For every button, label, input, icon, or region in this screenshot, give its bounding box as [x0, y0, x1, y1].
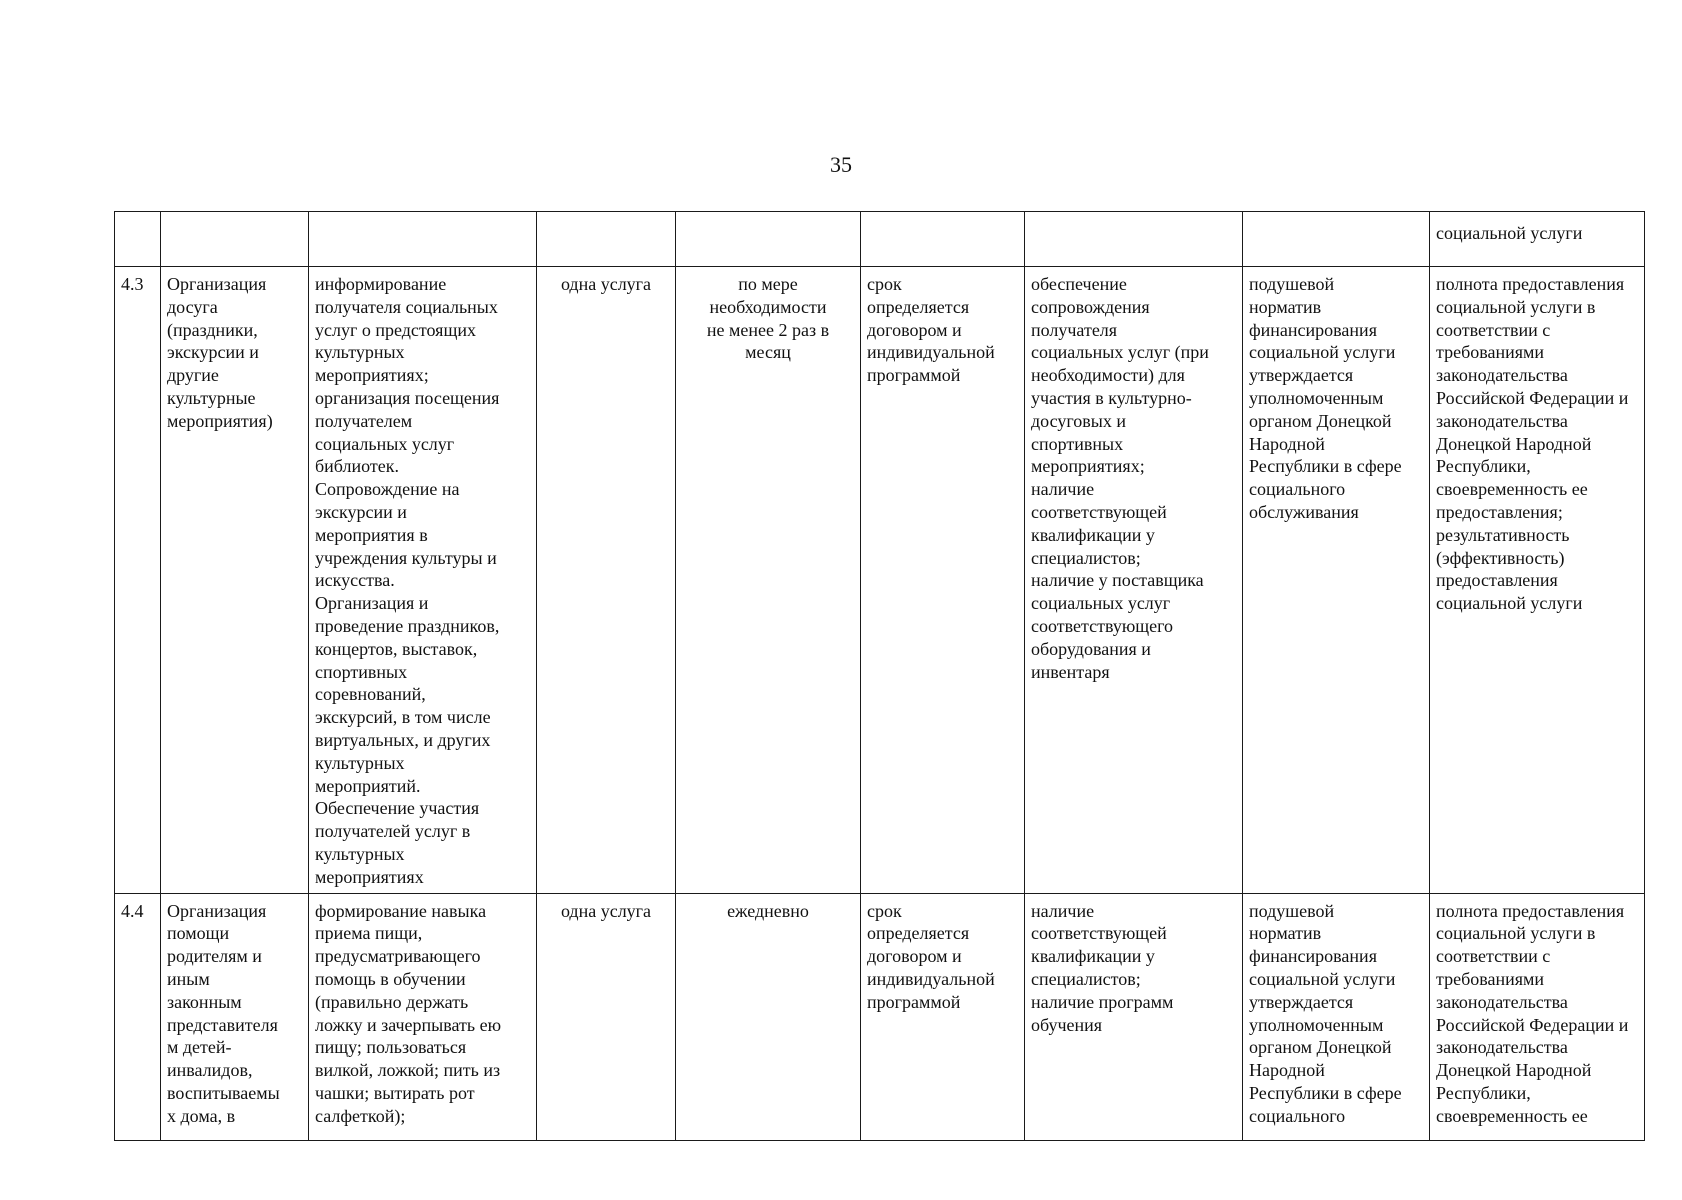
cell-description: формирование навыка приема пищи, предусматривающего помощь в обучении (правильно держать ложку и зачерпывать ею пищу; пользоваться вилкой, ложкой; пить из чашки; вытирать рот салфеткой); [309, 893, 537, 1140]
cell-volume: одна услуга [537, 267, 676, 894]
cell-volume: одна услуга [537, 893, 676, 1140]
cell-norm [1243, 212, 1430, 267]
cell-quality: полнота предоставления социальной услуги в соответствии с требованиями законодательства Российской Федерации и законодательства Донецкой Народной Республики, своевременность ее [1430, 893, 1645, 1140]
cell-volume [537, 212, 676, 267]
cell-term: срок определяется договором и индивидуальной программой [861, 893, 1025, 1140]
cell-term: срок определяется договором и индивидуальной программой [861, 267, 1025, 894]
cell-periodicity [676, 212, 861, 267]
page-number: 35 [830, 152, 852, 177]
cell-name: Организация досуга (праздники, экскурсии и другие культурные мероприятия) [161, 267, 309, 894]
table-row [115, 267, 1645, 894]
cell-conditions: обеспечение сопровождения получателя социальных услуг (при необходимости) для участия в культурно- досуговых и спортивных мероприятиях; наличие соответствующей квалификации у специалистов; наличие у поставщика социальных услуг соответствующего оборудования и инвентаря [1025, 267, 1243, 894]
services-table [114, 211, 1645, 1141]
cell-conditions [1025, 212, 1243, 267]
cell-conditions: наличие соответствующей квалификации у специалистов; наличие программ обучения [1025, 893, 1243, 1140]
cell-description: информирование получателя социальных услуг о предстоящих культурных мероприятиях; организация посещения получателем социальных услуг библиотек. Сопровождение на экскурсии и мероприятия в учреждения культуры и искусства. Организация и проведение праздников, концертов, выставок, спортивных соревнований, экскурсий, в том числе виртуальных, и других культурных мероприятий. Обеспечение участия получателей услуг в культурных мероприятиях [309, 267, 537, 894]
cell-term [861, 212, 1025, 267]
cell-name [161, 212, 309, 267]
cell-periodicity: по мере необходимости не менее 2 раз в месяц [676, 267, 861, 894]
cell-name: Организация помощи родителям и иным законным представителя м детей- инвалидов, воспитываемы х дома, в [161, 893, 309, 1140]
cell-quality: полнота предоставления социальной услуги в соответствии с требованиями законодательства Российской Федерации и законодательства Донецкой Народной Республики, своевременность ее предоставления; результативность (эффективность) предоставления социальной услуги [1430, 267, 1645, 894]
cell-periodicity: ежедневно [676, 893, 861, 1140]
table-row [115, 893, 1645, 1140]
cell-num: 4.3 [115, 267, 161, 894]
cell-description [309, 212, 537, 267]
cell-norm: подушевой норматив финансирования социальной услуги утверждается уполномоченным органом Донецкой Народной Республики в сфере социального [1243, 893, 1430, 1140]
cell-num [115, 212, 161, 267]
table-row-continuation [115, 212, 1645, 267]
cell-quality: социальной услуги [1430, 212, 1645, 267]
cell-norm: подушевой норматив финансирования социальной услуги утверждается уполномоченным органом Донецкой Народной Республики в сфере социального обслуживания [1243, 267, 1430, 894]
cell-num: 4.4 [115, 893, 161, 1140]
